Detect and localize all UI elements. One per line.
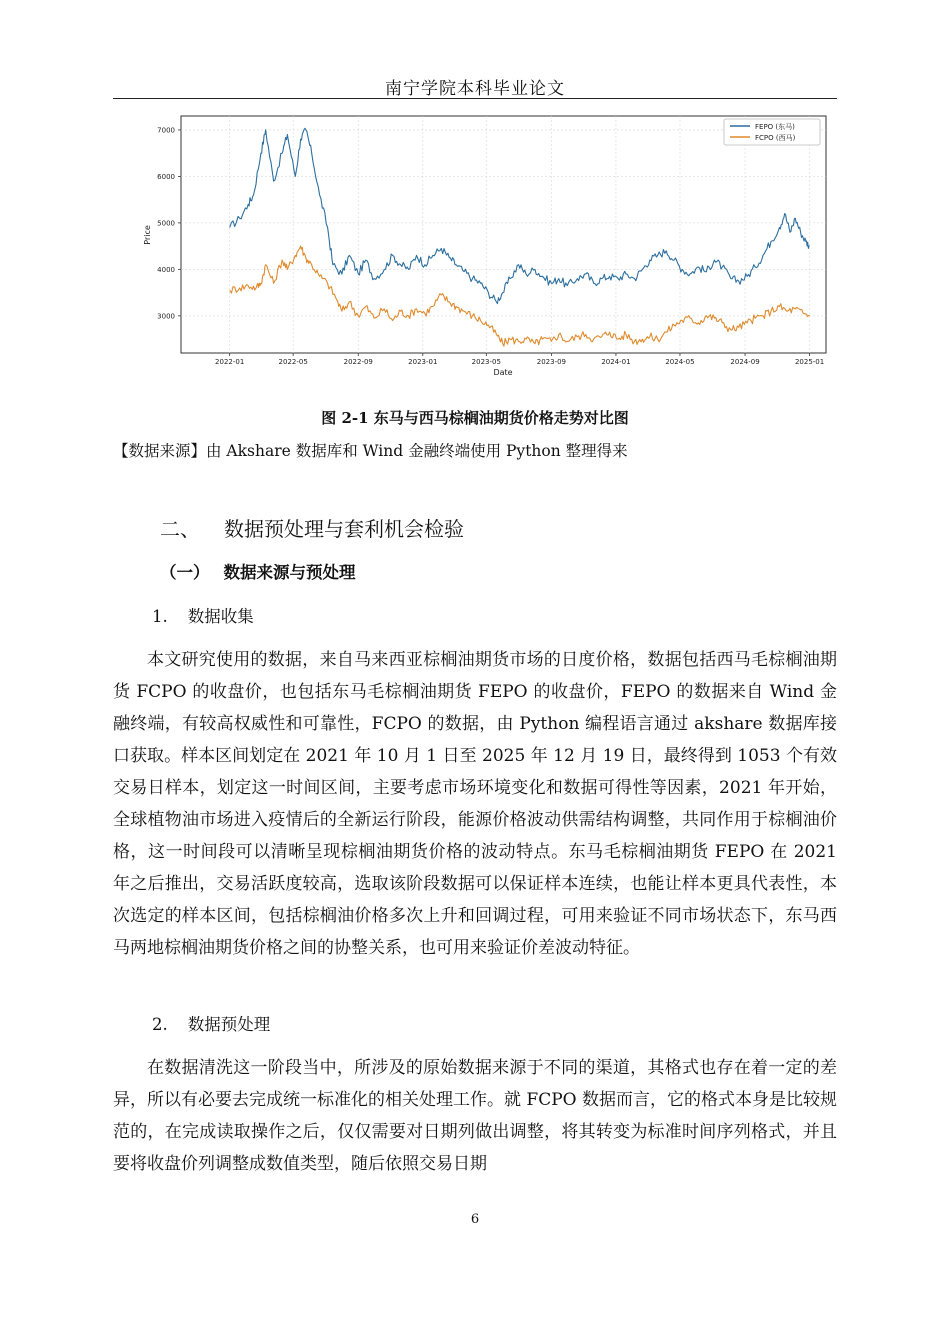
subsection-heading: [160, 559, 356, 583]
x-axis-label: Date: [493, 368, 513, 377]
x-tick-label: 2023-09: [536, 358, 567, 366]
sub-heading-title: 数据收集: [187, 607, 254, 626]
running-header: 南宁学院本科毕业论文: [385, 79, 565, 99]
x-tick-label: 2022-05: [278, 358, 308, 366]
paragraph-data-collection: 本文研究使用的数据，来自马来西亚棕榈油期货市场的日度价格，数据包括西马毛棕榈油期货 FCPO 的收盘价，也包括东马毛棕榈油期货 FEPO 的收盘价，FEPO 的数据来自 Wind 金融终端，有较高权威性和可靠性，FCPO 的数据，由 Python 编程语言通过 akshare 数据库接口获取。样本区间划定在 2021 年 10 月 1 日至 2025 年 12 月 19 日，最终得到 1053 个有效交易日样本，划定这一时间区间，主要考虑市场环境变化和数据可得性等因素，2021 年开始，全球植物油市场进入疫情后的全新运行阶段，能源价格波动供需结构调整，共同作用于棕榈油价格，这一时间段可以清晰呈现棕榈油期货价格的波动特点。东马毛棕榈油期货 FEPO 在 2021 年之后推出，交易活跃度较高，选取该阶段数据可以保证样本连续，也能让样本更具代表性，本次选定的样本区间，包括棕榈油价格多次上升和回调过程，可用来验证不同市场状态下，东马西马两地棕榈油期货价格之间的协整关系，也可用来验证价差波动特征。: [113, 650, 837, 958]
x-tick-label: 2024-05: [665, 358, 695, 366]
chart-plot-area: [181, 116, 826, 353]
sub-heading-data-collection: [152, 603, 254, 627]
header-rule: [113, 98, 837, 99]
legend-label-fcpo: FCPO (西马): [755, 134, 796, 142]
sub-heading-title: 数据预处理: [187, 1015, 271, 1034]
y-tick-label: 3000: [157, 312, 175, 321]
y-tick-label: 6000: [157, 172, 175, 181]
subsection-title: 数据来源与预处理: [223, 563, 356, 582]
y-axis-label: Price: [143, 225, 152, 245]
subsection-number: （一）: [160, 563, 210, 582]
section-heading: [160, 513, 464, 542]
x-tick-label: 2022-01: [215, 358, 245, 366]
page-number: 6: [470, 1212, 480, 1227]
sub-heading-number: 2.: [152, 1015, 168, 1034]
legend-label-fepo: FEPO (东马): [755, 123, 795, 131]
sub-heading-preprocessing: [152, 1011, 270, 1035]
figure-caption: 图 2-1 东马与西马棕榈油期货价格走势对比图: [321, 409, 629, 427]
section-title: 数据预处理与套利机会检验: [224, 517, 464, 541]
y-tick-label: 7000: [157, 126, 175, 135]
price-comparison-chart: [138, 114, 834, 382]
chart-legend: [724, 119, 820, 145]
x-tick-label: 2025-01: [794, 358, 825, 366]
y-tick-label: 4000: [157, 265, 175, 274]
x-tick-label: 2024-09: [730, 358, 760, 366]
x-tick-label: 2022-09: [343, 358, 373, 366]
x-tick-label: 2023-05: [471, 358, 501, 366]
x-tick-label: 2023-01: [408, 358, 438, 366]
x-tick-label: 2024-01: [601, 358, 631, 366]
paragraph-preprocessing: 在数据清洗这一阶段当中，所涉及的原始数据来源于不同的渠道，其格式也存在着一定的差异，所以有必要去完成统一标准化的相关处理工作。就 FCPO 数据而言，它的格式本身是比较规范的，在完成读取操作之后，仅仅需要对日期列做出调整，将其转变为标准时间序列格式，并且要将收盘价列调整成数值类型，随后依照交易日期: [113, 1058, 837, 1174]
sub-heading-number: 1.: [152, 607, 168, 626]
y-tick-label: 5000: [157, 219, 175, 228]
figure-source: 【数据来源】由 Akshare 数据库和 Wind 金融终端使用 Python 整理得来: [113, 442, 628, 460]
section-number: 二、: [160, 517, 200, 541]
